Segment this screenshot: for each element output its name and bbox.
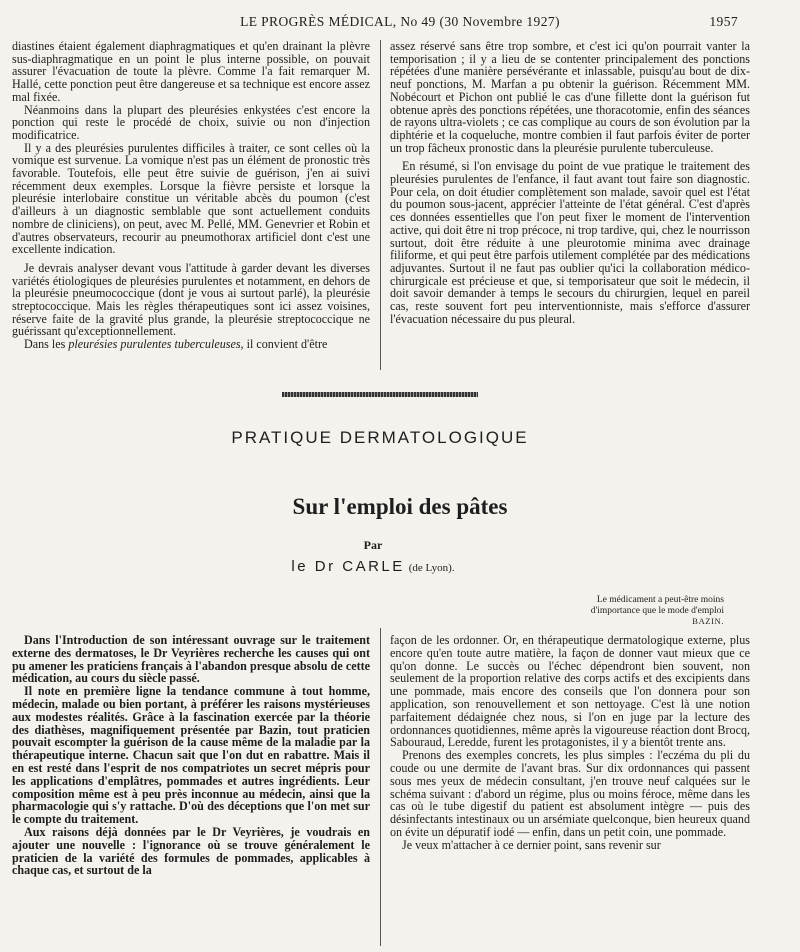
paragraph: En résumé, si l'on envisage du point de vue pratique le traitement des pleurésies purulentes de l'enfance, il faut avant tout faire son diagnostic. Pour cela, on doit étudier complètement son malade, savoir quel est l'état du poumon sous-jacent, apprécier l'atteinte de l'état général. C'est d'après ces données essentielles que l'on peut fixer le moment de l'intervention active, qui doit être ni trop précoce, ni trop tardive, qui, chez le nourrisson surtout, doit être réduite à une pleurotomie minima avec drainage filiforme, et qui peut être parfois utilement complétée par des médications adjuvantes. Surtout il ne faut pas oublier qu'ici la collaboration médico-chirurgicale est précieuse et que, si temporisateur que soit le médecin, il doit savoir demander à temps le secours du chirurgien, lequel en pareil cas, reste souvent fort peu interventionniste, mais s'efforce d'assurer l'évacuation nécessaire du pus pleural. (390, 159, 750, 326)
paragraph: diastines étaient également diaphragmatiques et qu'en drainant la plèvre sus-diaphragmatique en un point le plus interne possible, on pouvait assurer l'évacuation de toute la plèvre. Comme l'a fait remarquer M. Hallé, cette ponction peut être dangereuse et sa technique est encore assez mal fixée. (12, 39, 370, 104)
paragraph: Il note en première ligne la tendance commune à tout homme, médecin, malade ou bien portant, à préférer les raisons mystérieuses aux modestes réalités. Grâce à la fascination exercée par la théorie des diathèses, magnifiquement présentée par Bazin, tout praticien pouvait escompter la guérison de la cause même de la maladie par la thérapeutique interne. Chacun sait que l'on dut en rabattre. Mais il en est resté dans l'esprit de nos compatriotes un secret mépris pour les applications d'emplâtres, pommades et autres ingrédients. Leur composition même est à peu près inconnue au médecin, ainsi que la pharmacologie qui s'y rattache. D'où des déceptions que l'on met sur le compte du traitement. (12, 684, 370, 827)
journal-title: LE PROGRÈS MÉDICAL, No 49 (30 Novembre 1927) (240, 14, 560, 29)
page-number: 1957 (709, 14, 738, 29)
paragraph: Dans l'Introduction de son intéressant ouvrage sur le traitement externe des dermatoses, le Dr Veyrières recherche les causes qui ont pu amener les praticiens français à l'abandon presque absolu de cette médication, au cours du siècle passé. (12, 633, 370, 686)
epigraph-line: Le médicament a peut-être moins (596, 595, 724, 605)
author-name: le Dr CARLE (291, 558, 405, 575)
epigraph (544, 595, 724, 627)
upper-right-column (390, 40, 750, 325)
paragraph: assez réservé sans être trop sombre, et c'est ici qu'on pourrait vanter la temporisation ; il y a lieu de se contenter principalement des ponctions répétées d'une manière persévérante et inlassable, puisqu'au bout de dix-neuf ponctions, M. Marfan a pu obtenir la guérison. Récemment MM. Nobécourt et Pichon ont publié le cas d'une fillette dont la guérison fut obtenue après des ponctions répétées, une thoracotomie, enfin des séances de rayons ultra-violets ; ce cas complique au cours de son évolution par la diphtérie et la coqueluche, montre combien il faut parfois éviter de porter un trop fâcheux pronostic dans la pleurésie purulente tuberculeuse. (390, 39, 750, 155)
section-separator (282, 392, 478, 397)
paragraph: Prenons des exemples concrets, les plus simples : l'eczéma du pli du coude ou une dermite de l'avant bras. Sur dix ordonnances qui passent sous mes yeux de médecin consultant, j'en trouve neuf calquées sur le schéma suivant : d'abord un régime, plus ou moins féroce, même dans les cas où le tube digestif du patient est absolument intègre — puis des désinfectants intestinaux ou un arsémiate quelconque, bien heureux quand on évite un dépuratif iodé — enfin, dans un petit coin, une pommade. (390, 748, 750, 839)
author-city: (de Lyon). (408, 562, 455, 574)
paragraph-last: Dans les pleurésies purulentes tuberculeuses, il convient d'être (24, 337, 328, 352)
lower-right-column (390, 634, 750, 852)
upper-left-column (12, 40, 370, 351)
lower-left-column (12, 634, 370, 877)
paragraph: Il y a des pleurésies purulentes difficiles à traiter, ce sont celles où la vomique est survenue. La vomique n'est pas un élément de pronostic très favorable. Toutefois, elle peut être suivie de guérison, j'en ai suivi récemment deux exemples. Lorsque la fièvre persiste et lorsque la pleurésie interlobaire constitue un véritable abcès du poumon (c'est d'ailleurs à un diagnostic semblable que sont actuellement conduits nombre de cliniciens), on peut, avec M. Pellé, MM. Genevrier et Robin et d'autres observateurs, recourir au pneumothorax artificiel dont c'est une excellente indication. (12, 140, 370, 257)
byline-par: Par (363, 538, 383, 552)
epigraph-author: BAZIN. (692, 616, 724, 626)
paragraph: Néanmoins dans la plupart des pleurésies enkystées c'est encore la ponction qui reste le procédé de choix, suivie ou non d'injection modificatrice. (12, 102, 370, 142)
paragraph: façon de les ordonner. Or, en thérapeutique dermatologique externe, plus encore qu'en toute autre matière, la façon de donner vaut mieux que ce qu'on donne. Le succès ou l'échec dépendront bien souvent, non seulement de la proportion relative des corps actifs et des excipients dans une pommade, mais encore des conseils que l'on donnera pour son application, son renouvellement et son nettoyage. C'est là une notion parfaitement dédaignée chez nous, si l'on en juge par la lecture des ordonnances quotidiennes, même après la vigoureuse réaction dont Brocq, Sabouraud, Leredde, furent les protagonistes, il y a bientôt trente ans. (390, 633, 751, 750)
running-header (0, 8, 800, 32)
paragraph: Aux raisons déjà données par le Dr Veyrières, je voudrais en ajouter une nouvelle : l'ignorance où se trouve généralement le praticien de la variété des formules de pommades, applicables à chaque cas, et surtout de la (12, 824, 370, 878)
epigraph-line: d'importance que le mode d'emploi (590, 605, 724, 616)
column-divider (380, 40, 381, 370)
italic-term: pleurésies purulentes tuberculeuses, (68, 337, 244, 352)
column-divider (380, 628, 381, 946)
paragraph: Je veux m'attacher à ce dernier point, sans revenir sur (402, 837, 661, 852)
article-title: Sur l'emploi des pâtes (292, 494, 508, 519)
byline (0, 558, 746, 576)
section-heading: PRATIQUE DERMATOLOGIQUE (231, 428, 529, 447)
paragraph: Je devrais analyser devant vous l'attitude à garder devant les diverses variétés étiologiques de pleurésies purulentes et notamment, en dehors de la pleurésie pneumococcique (dont je vous ai surtout parlé), la pleurésie streptococcique. Mais les règles thérapeutiques sont ici assez voisines, réserve faite de la gravité plus grande, la pleurésie streptococcique ne guérissant qu'exceptionnellement. (12, 260, 370, 339)
